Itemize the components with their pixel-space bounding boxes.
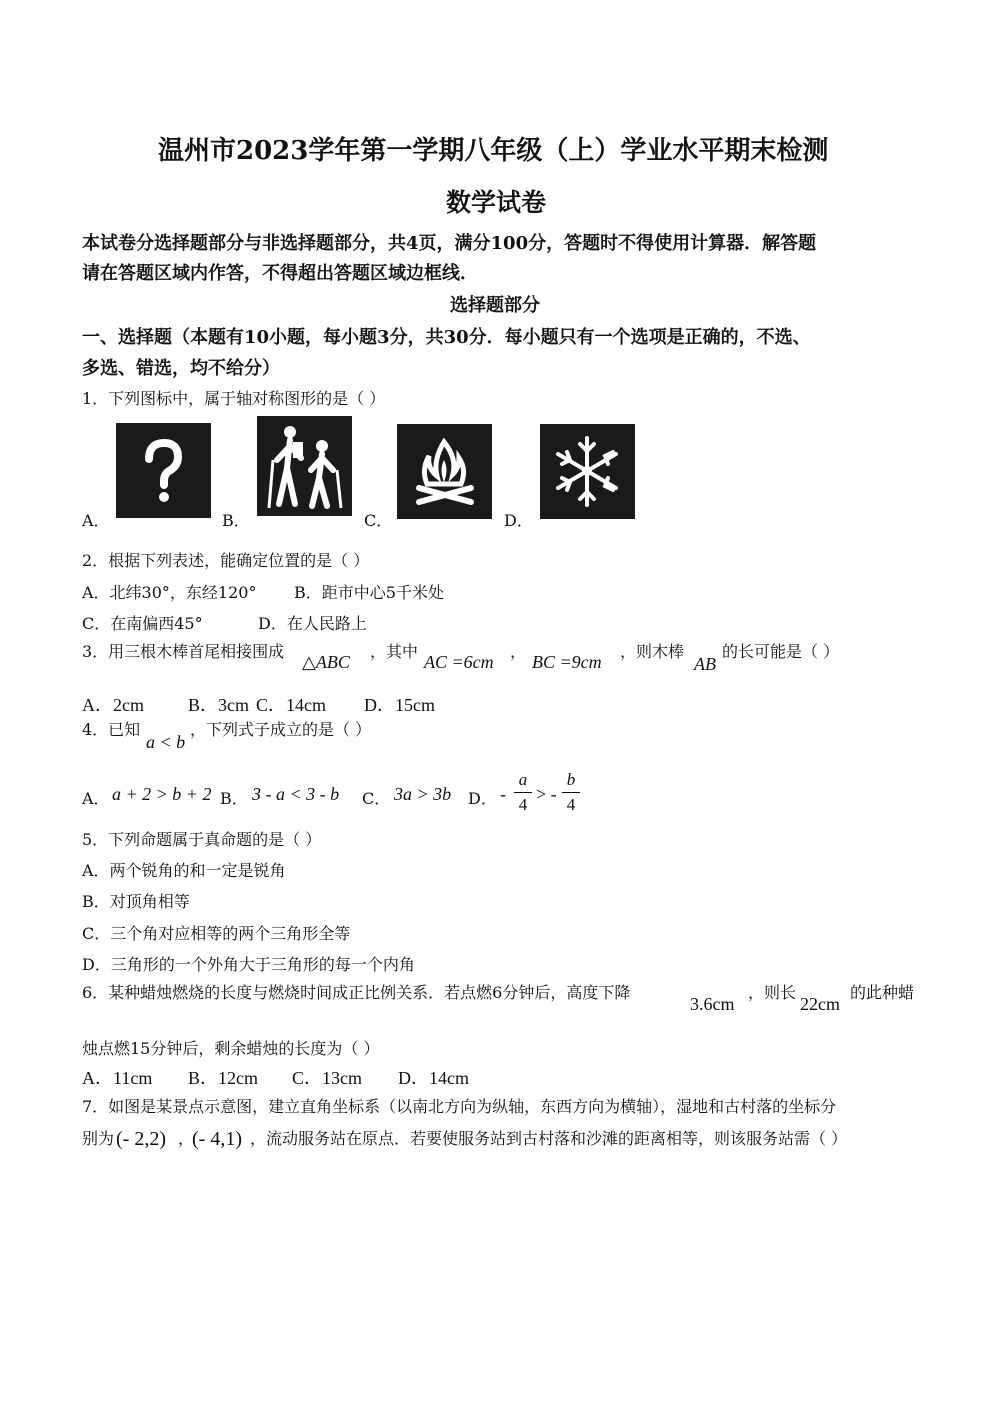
q5-option-d: D．三角形的一个外角大于三角形的每一个内角 <box>82 955 415 974</box>
exam-intro-line1: 本试卷分选择题部分与非选择题部分，共4页，满分100分，答题时不得使用计算器．解答题 <box>82 233 817 254</box>
q2-option-d: D．在人民路上 <box>258 614 367 633</box>
q4-condition: a < b <box>146 732 186 752</box>
q1-option-c-label: C． <box>364 511 393 530</box>
q5-option-c: C．三个角对应相等的两个三角形全等 <box>82 924 351 943</box>
q6-option-d: D．14cm <box>398 1068 469 1088</box>
campfire-icon <box>397 424 492 519</box>
section-heading-line2: 多选、错选，均不给分） <box>82 358 280 379</box>
q2-option-a: A．北纬30°，东经120° <box>82 583 257 602</box>
snowflake-icon <box>540 424 635 519</box>
q4-option-b-label: B． <box>220 789 248 808</box>
q4-option-a: a + 2 > b + 2 <box>112 784 212 804</box>
q7-stem-part2: 别为 <box>82 1129 115 1148</box>
q3-stem-part3: ，则木棒 <box>620 642 685 661</box>
q7-stem-part3: ，流动服务站在原点．若要使服务站到古村落和沙滩的距离相等，则该服务站需（ ） <box>250 1129 848 1148</box>
q5-option-a: A．两个锐角的和一定是锐角 <box>82 861 286 880</box>
q5-stem: 5．下列命题属于真命题的是（ ） <box>82 830 322 849</box>
q7-separator: ， <box>178 1129 195 1148</box>
q4-stem-part2: ，下列式子成立的是（ ） <box>190 720 372 739</box>
q6-option-a: A．11cm <box>82 1068 153 1088</box>
q3-stem-part1: 3．用三根木棒首尾相接围成 <box>82 642 285 661</box>
q2-option-c: C．在南偏西45° <box>82 614 203 633</box>
q7-wetland-coordinate: (- 2,2) <box>116 1128 166 1150</box>
q6-value-drop: 3.6cm <box>690 994 735 1014</box>
q3-ab: AB <box>694 654 716 674</box>
exam-subtitle: 数学试卷 <box>446 188 547 217</box>
q4-option-c: 3a > 3b <box>394 784 452 804</box>
q6-stem-part1: 6．某种蜡烛燃烧的长度与燃烧时间成正比例关系．若点燃6分钟后，高度下降 <box>82 983 631 1002</box>
q4-option-d-fraction1 <box>514 770 532 815</box>
hikers-icon <box>257 416 352 516</box>
q4-option-a-label: A． <box>82 789 110 808</box>
q6-value-length: 22cm <box>800 994 840 1014</box>
q1-stem: 1．下列图标中，属于轴对称图形的是（ ） <box>82 389 386 408</box>
q4-option-d-minus: - <box>500 784 506 804</box>
q3-ac-length: AC =6cm <box>424 652 494 672</box>
q4-option-d-gt: > - <box>536 784 557 804</box>
q2-stem: 2．根据下列表述，能确定位置的是（ ） <box>82 551 370 570</box>
q1-option-b-label: B． <box>222 511 250 530</box>
q3-option-b: B．3cm <box>188 695 249 715</box>
q3-triangle: △ABC <box>302 652 350 672</box>
q4-fraction2-numerator: b <box>566 770 576 789</box>
q4-fraction1-denominator: 4 <box>518 795 528 814</box>
section-heading-line1: 一、选择题（本题有10小题，每小题3分，共30分．每小题只有一个选项是正确的，不选、 <box>82 327 811 348</box>
q7-village-coordinate: (- 4,1) <box>192 1128 242 1150</box>
q7-stem-part1: 7．如图是某景点示意图，建立直角坐标系（以南北方向为纵轴，东西方向为横轴），湿地和古村落的坐标分 <box>82 1097 837 1116</box>
q3-option-a: A．2cm <box>82 695 144 715</box>
question-mark-icon <box>116 423 211 518</box>
q6-stem-part3: 的此种蜡 <box>850 983 915 1002</box>
q4-option-d-fraction2 <box>562 770 580 815</box>
q4-fraction2-denominator: 4 <box>566 795 576 814</box>
exam-title: 温州市2023学年第一学期八年级（上）学业水平期末检测 <box>158 136 829 166</box>
q3-option-c: C．14cm <box>256 695 326 715</box>
q3-stem-part4: 的长可能是（ ） <box>722 642 840 661</box>
q6-option-b: B．12cm <box>188 1068 258 1088</box>
q6-stem-part2: ，则长 <box>748 983 797 1002</box>
q4-option-c-label: C． <box>362 789 391 808</box>
q4-option-d-label: D． <box>468 789 497 808</box>
q2-option-b: B．距市中心5千米处 <box>294 583 444 602</box>
q3-option-d: D．15cm <box>364 695 435 715</box>
q6-stem-part4: 烛点燃15分钟后，剩余蜡烛的长度为（ ） <box>82 1039 380 1058</box>
q4-option-b: 3 - a < 3 - b <box>252 784 340 804</box>
q6-option-c: C．13cm <box>292 1068 362 1088</box>
q4-stem-part1: 4．已知 <box>82 720 141 739</box>
q1-option-a-label: A． <box>82 511 110 530</box>
q1-option-d-label: D． <box>504 511 533 530</box>
part-title: 选择题部分 <box>450 295 540 316</box>
q4-fraction1-numerator: a <box>518 770 528 789</box>
q5-option-b: B．对顶角相等 <box>82 892 190 911</box>
q3-stem-part2: ，其中 <box>370 642 419 661</box>
q3-bc-length: BC =9cm <box>532 652 602 672</box>
q3-comma: ， <box>510 642 527 661</box>
exam-intro-line2: 请在答题区域内作答，不得超出答题区域边框线． <box>82 263 478 284</box>
